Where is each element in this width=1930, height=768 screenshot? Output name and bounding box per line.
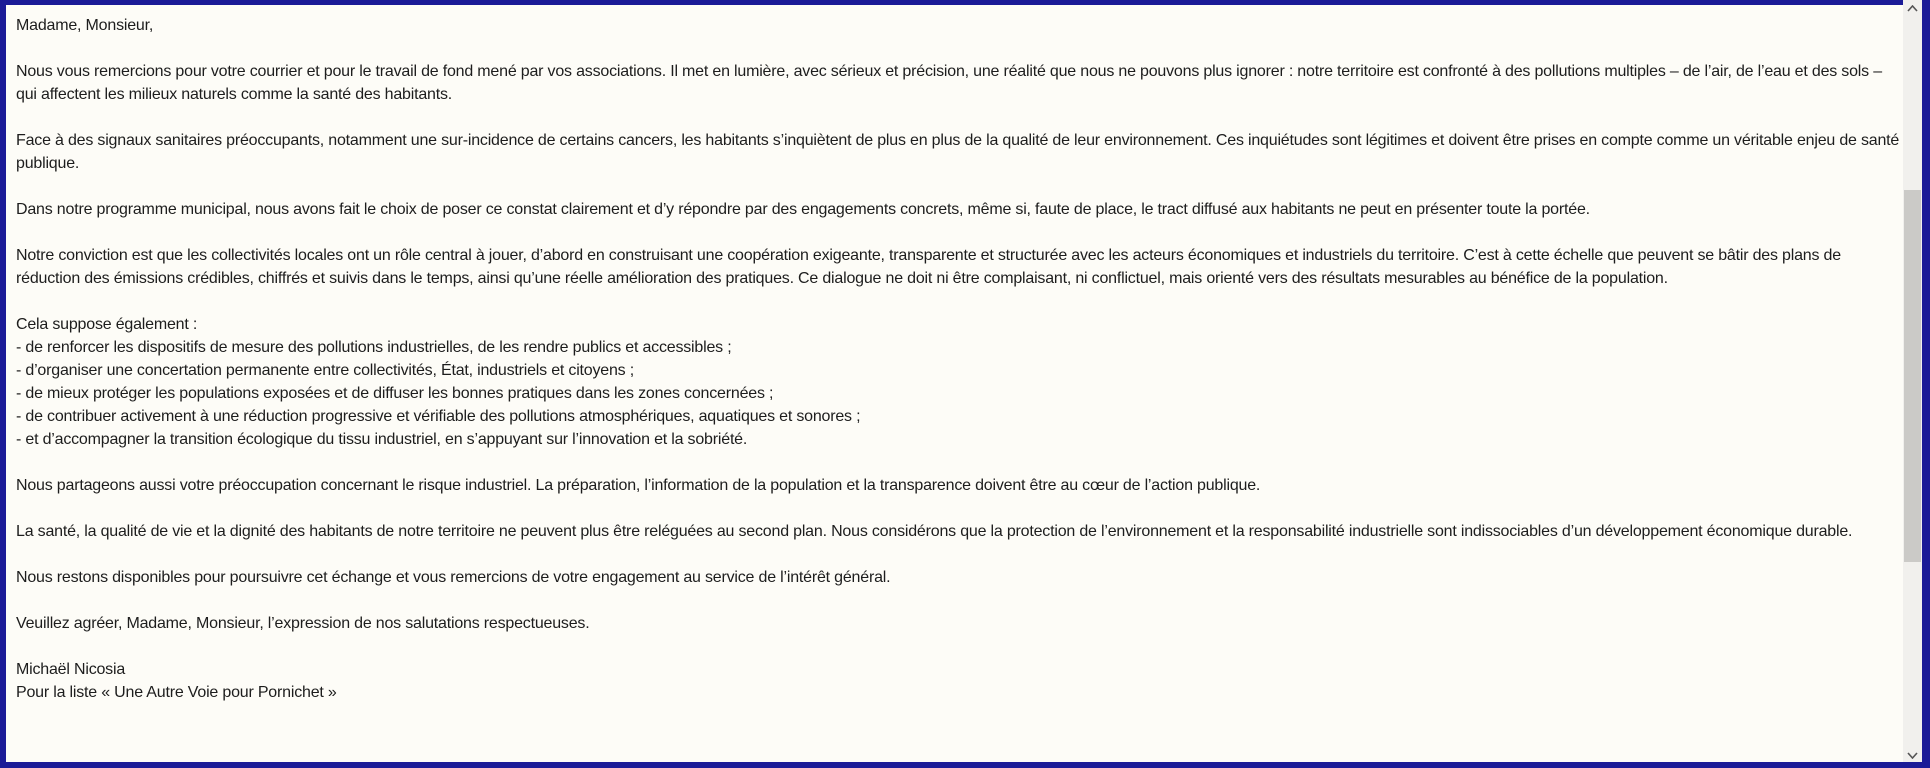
paragraph	[16, 14, 1903, 37]
paragraph	[16, 60, 1903, 106]
chevron-up-icon	[1907, 0, 1918, 17]
scroll-up-button[interactable]	[1903, 0, 1922, 15]
text-line: Pour la liste « Une Autre Voie pour Pornichet »	[16, 684, 337, 701]
paragraph	[16, 520, 1903, 543]
text-line: Nous vous remercions pour votre courrier et pour le travail de fond mené par vos associations. Il met en lumière, avec sérieux et précision, une réalité que nous ne pouvons plus ignorer : notre territoire est confronté à des pollutions multiples – de l’air, de l’eau et des sols – qui affectent les milieux naturels comme la santé des habitants.	[16, 63, 1887, 103]
text-line: Nous partageons aussi votre préoccupation concernant le risque industriel. La préparation, l’information de la population et la transparence doivent être au cœur de l’action publique.	[16, 477, 1261, 494]
paragraph	[16, 198, 1903, 221]
text-line: Face à des signaux sanitaires préoccupants, notamment une sur-incidence de certains cancers, les habitants s’inquiètent de plus en plus de la qualité de leur environnement. Ces inquiétudes sont légitimes et doivent être prises en compte comme un véritable enjeu de santé publique.	[16, 132, 1904, 172]
text-line: - et d’accompagner la transition écologique du tissu industriel, en s’appuyant sur l’innovation et la sobriété.	[16, 431, 748, 448]
paragraph	[16, 313, 1903, 451]
text-line: Notre conviction est que les collectivités locales ont un rôle central à jouer, d’abord en construisant une coopération exigeante, transparente et structurée avec les acteurs économiques et industriels du territoire. C’est à cette échelle que peuvent se bâtir des plans de réduction des émissions crédibles, chiffrés et suivis dans le temps, ainsi qu’une réelle amélioration des pratiques. Ce dialogue ne doit ni être complaisant, ni conflictuel, mais orienté vers des résultats mesurables au bénéfice de la population.	[16, 247, 1846, 287]
text-line: Cela suppose également :	[16, 316, 198, 333]
text-line: - de renforcer les dispositifs de mesure des pollutions industrielles, de les rendre publics et accessibles ;	[16, 339, 732, 356]
chevron-down-icon	[1907, 746, 1918, 764]
text-line: Nous restons disponibles pour poursuivre cet échange et vous remercions de votre engagement au service de l’intérêt général.	[16, 569, 891, 586]
paragraph	[16, 244, 1903, 290]
paragraph	[16, 129, 1903, 175]
scroll-down-button[interactable]	[1903, 747, 1922, 762]
letter-text-area[interactable]	[12, 10, 1909, 767]
text-line: Michaël Nicosia	[16, 661, 126, 678]
text-line: - d’organiser une concertation permanente entre collectivités, État, industriels et citoyens ;	[16, 362, 634, 379]
text-line: - de contribuer activement à une réduction progressive et vérifiable des pollutions atmosphériques, aquatiques et sonores ;	[16, 408, 861, 425]
text-line: Dans notre programme municipal, nous avons fait le choix de poser ce constat clairement et d’y répondre par des engagements concrets, même si, faute de place, le tract diffusé aux habitants ne peut en présenter toute la portée.	[16, 201, 1590, 218]
text-line: Veuillez agréer, Madame, Monsieur, l’expression de nos salutations respectueuses.	[16, 615, 590, 632]
text-line: - de mieux protéger les populations exposées et de diffuser les bonnes pratiques dans les zones concernées ;	[16, 385, 774, 402]
scrollbar-thumb[interactable]	[1904, 190, 1921, 562]
text-line: La santé, la qualité de vie et la dignité des habitants de notre territoire ne peuvent plus être reléguées au second plan. Nous considérons que la protection de l’environnement et la responsabilité industrielle sont indissociables d’un développement économique durable.	[16, 523, 1853, 540]
paragraph	[16, 658, 1903, 704]
paragraph	[16, 612, 1903, 635]
paragraph	[16, 566, 1903, 589]
paragraph	[16, 474, 1903, 497]
text-line: Madame, Monsieur,	[16, 17, 154, 34]
vertical-scrollbar[interactable]	[1903, 0, 1922, 762]
